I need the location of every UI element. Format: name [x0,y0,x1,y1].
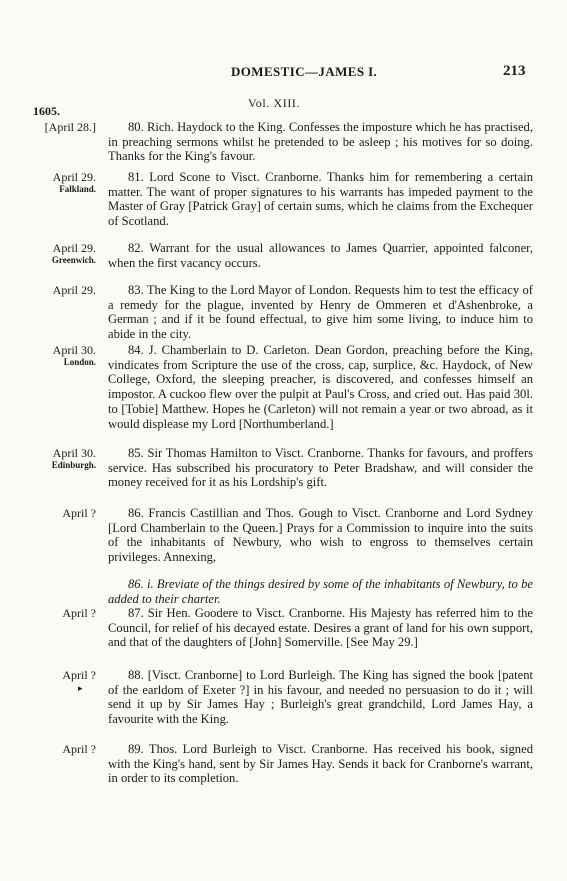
volume-label: Vol. XIII. [248,96,301,110]
entry-text: 89. Thos. Lord Burleigh to Visct. Cranborne. Has received his book, signed with the King's hand, sent by Sir James Hay. Sends it back for Cranborne's warrant, in order to its completion. [108,742,533,786]
entry-date: April 29. [52,170,96,184]
entry-place: Greenwich. [51,255,96,265]
entry-text: 86. Francis Castillian and Thos. Gough to Visct. Cranborne and Lord Sydney [Lord Chamberlain to the Queen.] Prays for a Commission to inquire into the suits of the inhabitants of Newbury, who wish to engross to themselves certain privileges. Annexing, [108,506,533,565]
entry-place: London. [63,357,96,367]
entry-date: April 29. [52,241,96,255]
entry-place: Falkland. [59,184,96,194]
enclosure-text: 86. i. Breviate of the things desired by some of the inhabitants of Newbury, to be added to their charter. [108,577,533,606]
entry-place: Edinburgh. [51,460,96,470]
entry-text: 83. The King to the Lord Mayor of London. Requests him to test the efficacy of a remedy for the plague, invented by Henry de Ommeren et d'Ashenbroke, a German ; and if it be found effectual, to give him some living, to induce him to abide in the city. [108,283,533,342]
entry-date: April 30. [52,343,96,357]
entry-date: April 30. [52,446,96,460]
entry-text: 87. Sir Hen. Goodere to Visct. Cranborne. His Majesty has referred him to the Council, for relief of his decayed estate. Desires a grant of land for his own support, and that of the daughters of [John] Somerville. [See May 29.] [108,606,533,650]
entry-text: 88. [Visct. Cranborne] to Lord Burleigh. The King has signed the book [patent of the earldom of Exeter ?] in his favour, and needed no persuasion to do it ; will send it up by Sir James Hay ; Burleigh's great grandchild, Lord James Hay, a favourite with the King. [108,668,533,727]
entry-text: 85. Sir Thomas Hamilton to Visct. Cranborne. Thanks for favours, and proffers service. Has subscribed his procuratory to Peter Bradshaw, and will consider the money received for it as his Lordship's gift. [108,446,533,490]
running-header [0,64,567,84]
header-title: DOMESTIC—JAMES I. [231,64,378,79]
entry-date: [April 28.] [44,120,96,134]
page-number: 213 [503,63,526,79]
entry-date: April ? [62,606,96,620]
margin-mark: ▸ [78,683,83,693]
entry-text: 80. Rich. Haydock to the King. Confesses the imposture which he has practised, in preaching sermons whilst he pretended to be asleep ; his motives for so doing. Thanks for the King's favour. [108,120,533,164]
entry-date: April 29. [52,283,96,297]
entry-date: April ? [62,742,96,756]
entry-text: 84. J. Chamberlain to D. Carleton. Dean Gordon, preaching before the King, vindicates from Scripture the use of the cross, cap, surplice, &c. Haydock, of New College, Oxford, the sleeping preacher, is discovered, and confesses himself an impostor. A cuckoo flew over the pulpit at Paul's Cross, and cried out. Has paid 30l. to [Tobie] Matthew. Hopes he (Carleton) will not remain a year or two abroad, as it would displease my Lord [Northumberland.] [108,343,533,431]
entry-text: 81. Lord Scone to Visct. Cranborne. Thanks him for remembering a certain matter. The want of proper signatures to his warrants has impeded payment to the Master of Gray [Patrick Gray] of certain sums, which he claims from the Exchequer of Scotland. [108,170,533,229]
year-label: 1605. [33,104,60,118]
entry-date: April ? [62,506,96,520]
entry-date: April ? [62,668,96,682]
entry-text: 82. Warrant for the usual allowances to James Quarrier, appointed falconer, when the first vacancy occurs. [108,241,533,270]
